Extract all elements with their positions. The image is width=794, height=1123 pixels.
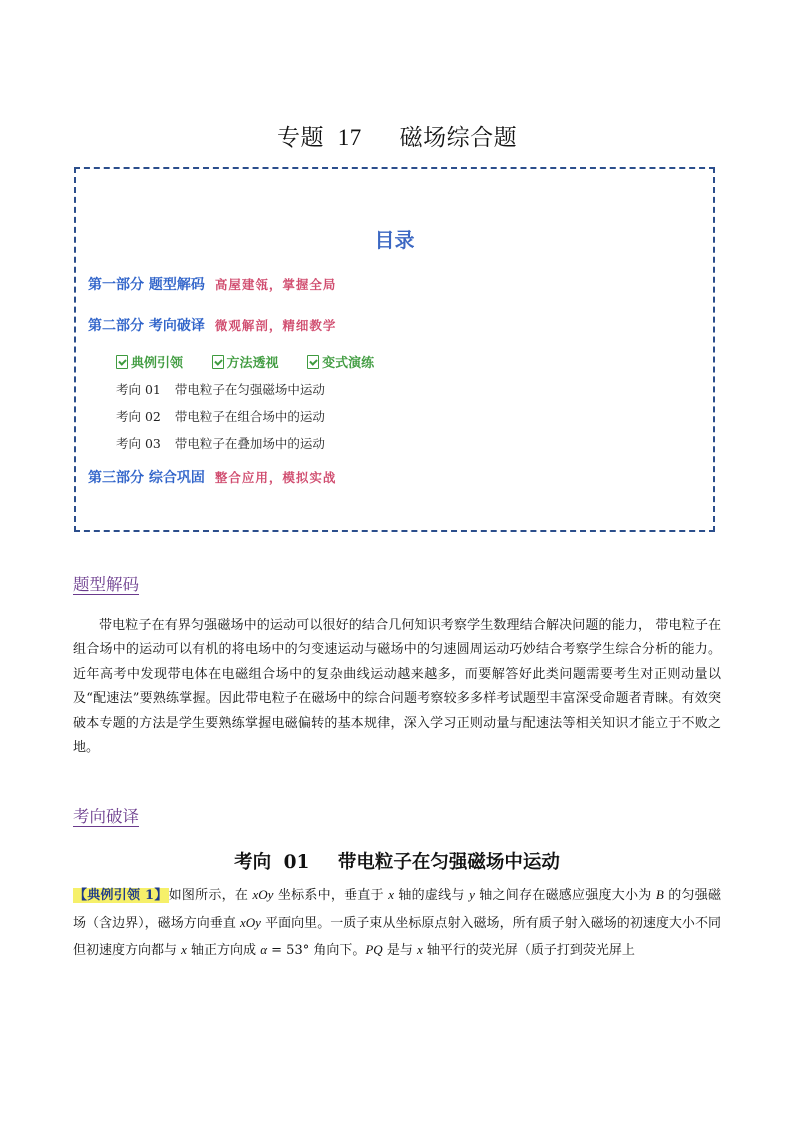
tag-label: 方法透视 bbox=[226, 356, 279, 371]
example-text: 是与 bbox=[382, 943, 417, 958]
topic-subtitle bbox=[0, 848, 794, 874]
tag-method bbox=[212, 352, 279, 371]
checklist-icon bbox=[116, 355, 128, 369]
topic-number: 01 bbox=[283, 852, 310, 873]
toc-part-label: 第三部分 综合巩固 bbox=[88, 470, 205, 486]
toc-part-label: 第二部分 考向破译 bbox=[88, 318, 205, 334]
toc-item-1[interactable] bbox=[116, 380, 325, 398]
example-text: 如图所示，在 bbox=[168, 888, 253, 903]
tag-practice bbox=[307, 352, 374, 371]
toc-item-3[interactable] bbox=[116, 434, 325, 452]
toc-part-1[interactable] bbox=[88, 274, 336, 294]
toc-item-text: 带电粒子在叠加场中的运动 bbox=[174, 436, 325, 451]
math-var: x bbox=[388, 887, 395, 902]
example-text: 轴的虚线与 bbox=[394, 888, 470, 903]
example-text: = 53° 角向下。 bbox=[267, 943, 366, 958]
example-text: 轴正方向成 bbox=[186, 943, 261, 958]
intro-paragraph bbox=[73, 614, 721, 760]
toc-item-text: 带电粒子在匀强磁场中运动 bbox=[174, 382, 325, 397]
math-var: x bbox=[416, 942, 423, 957]
toc-part-sub: 整合应用，模拟实战 bbox=[214, 470, 337, 485]
toc-part-3[interactable] bbox=[88, 467, 336, 487]
math-var: PQ bbox=[365, 942, 383, 957]
table-of-contents bbox=[74, 167, 715, 532]
title-number: 17 bbox=[337, 125, 362, 150]
example-text: 坐标系中，垂直于 bbox=[273, 888, 389, 903]
example-text: 的匀强磁场（含边界），磁场方向垂直 bbox=[73, 888, 722, 931]
toc-item-num: 考向 03 bbox=[116, 436, 161, 451]
example-text: 轴平行的荧光屏（质子打到荧光屏上 bbox=[422, 943, 635, 958]
math-var: xOy bbox=[240, 914, 261, 930]
toc-item-text: 带电粒子在组合场中的运动 bbox=[174, 409, 325, 424]
math-var: α bbox=[260, 942, 268, 957]
checklist-icon bbox=[307, 355, 319, 369]
math-var: xOy bbox=[252, 887, 274, 902]
toc-item-2[interactable] bbox=[116, 407, 325, 425]
toc-tags bbox=[116, 352, 398, 373]
title-prefix: 专题 bbox=[276, 125, 324, 151]
intro-text: 带电粒子在有界匀强磁场中的运动可以很好的结合几何知识考察学生数理结合解决问题的能力， 带电粒子在组合场中的运动可以有机的将电场中的匀变速运动与磁场中的匀速圆周运动巧妙结合考察学生综合分析的能力。近年高考中发现带电体在电磁组合场中的复杂曲线运动越来越多，而要解答好此类问题需要考生对正则动量以及“配速法”要熟练掌握。因此带电粒子在磁场中的综合问题考察较多多样考试题型丰富深受命题者青睐。有效突破本专题的方法是学生要熟练掌握电磁偏转的基本规律，深入学习正则动量与配速法等相关知识才能立于不败之地。 bbox=[73, 618, 721, 756]
tag-label: 典例引领 bbox=[131, 356, 184, 371]
page-title bbox=[0, 119, 794, 152]
toc-part-sub: 高屋建瓴，掌握全局 bbox=[214, 277, 337, 292]
toc-item-num: 考向 01 bbox=[116, 382, 161, 397]
toc-item-num: 考向 02 bbox=[116, 409, 161, 424]
topic-text: 带电粒子在匀强磁场中运动 bbox=[337, 852, 560, 873]
example-text: 轴之间存在磁感应强度大小为 bbox=[474, 888, 656, 903]
toc-part-label: 第一部分 题型解码 bbox=[88, 277, 205, 293]
title-name: 磁场综合题 bbox=[399, 125, 518, 151]
toc-heading: 目录 bbox=[374, 228, 415, 252]
example-paragraph bbox=[73, 882, 721, 965]
example-text: 平面向里。一质子束从坐标原点射入磁场，所有质子射入磁场的初速度大小不同但初速度方向都与 bbox=[73, 915, 721, 958]
section-heading-analysis[interactable]: 考向破译 bbox=[73, 807, 139, 826]
tag-example bbox=[116, 352, 183, 371]
example-tag: 【典例引领 1】 bbox=[74, 888, 168, 903]
tag-label: 变式演练 bbox=[322, 356, 375, 371]
section-heading-decode[interactable]: 题型解码 bbox=[73, 575, 139, 594]
toc-part-2[interactable] bbox=[88, 315, 336, 335]
topic-prefix: 考向 bbox=[234, 852, 272, 873]
toc-part-sub: 微观解剖，精细教学 bbox=[214, 318, 337, 333]
checklist-icon bbox=[212, 355, 224, 369]
math-var: B bbox=[655, 887, 664, 902]
math-var: y bbox=[469, 887, 475, 902]
math-var: x bbox=[181, 942, 187, 957]
